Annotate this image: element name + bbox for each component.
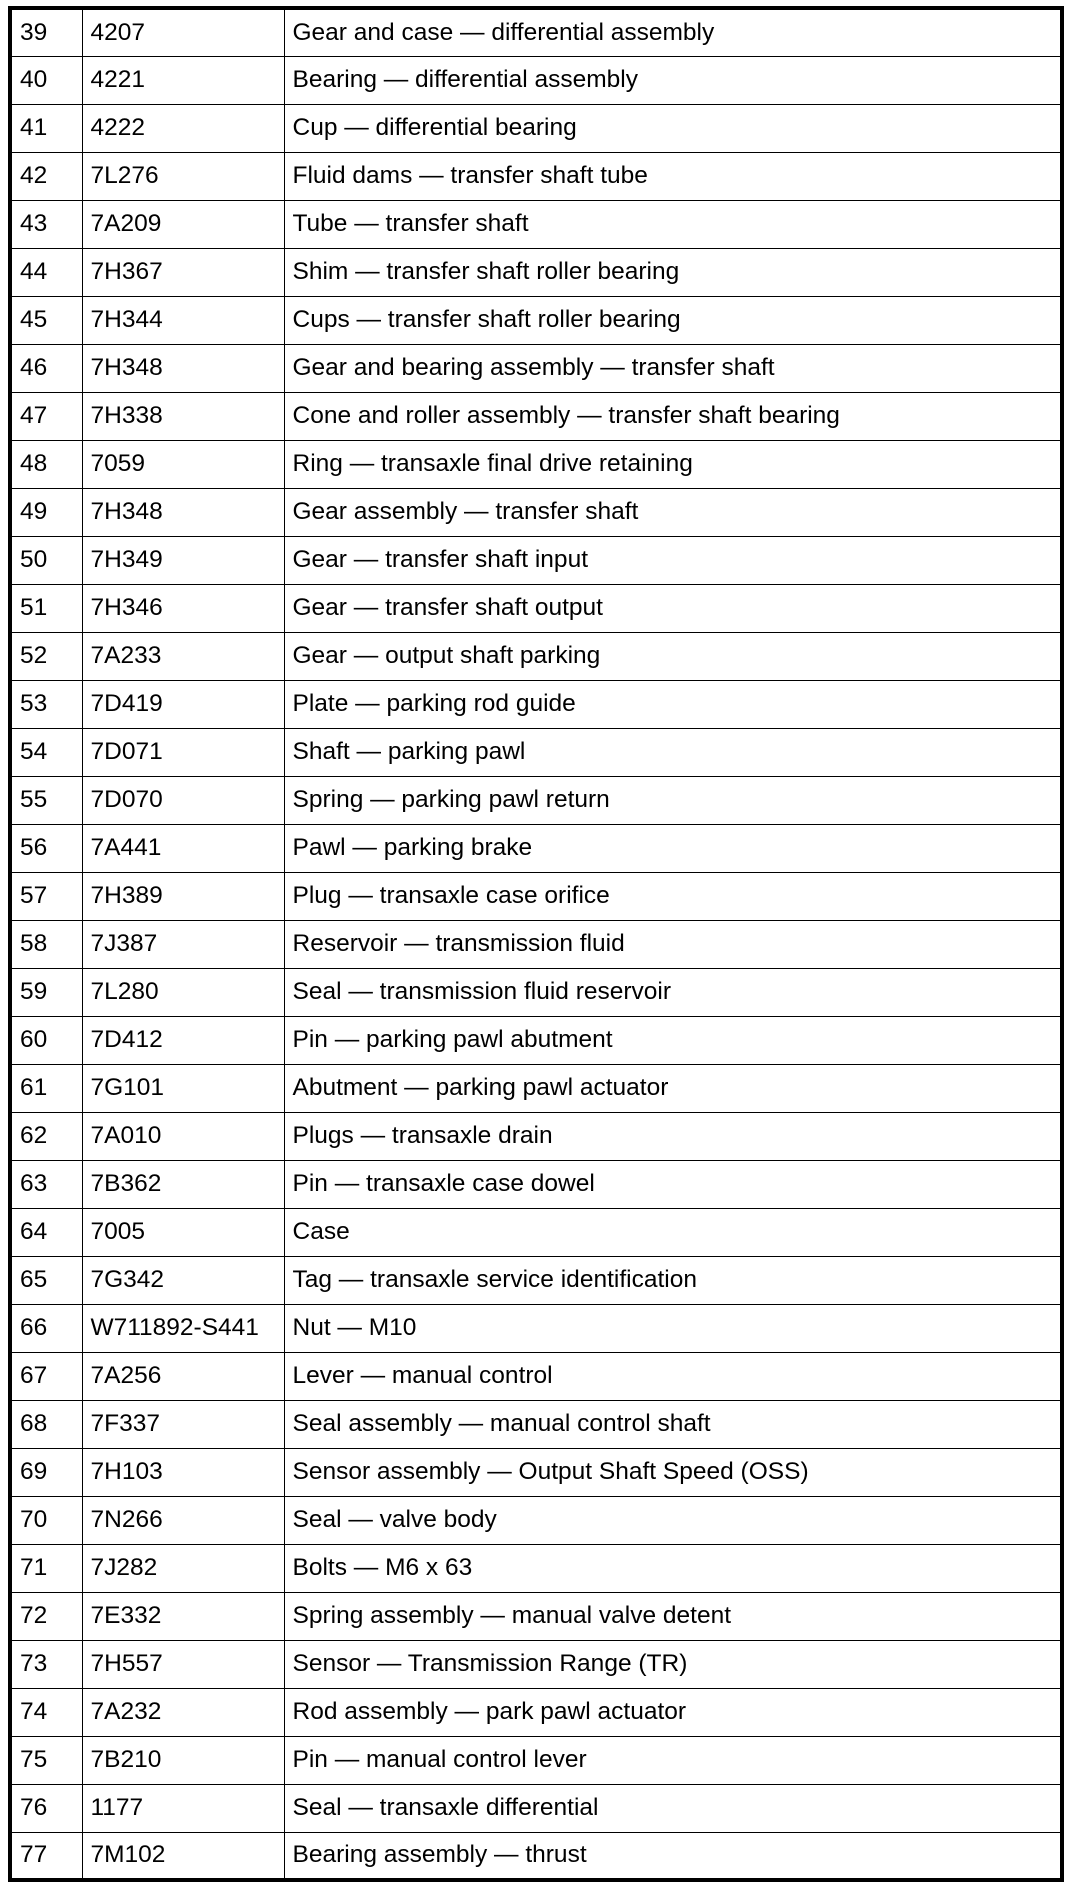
item-number-cell: 42	[10, 152, 82, 200]
description-cell: Rod assembly — park pawl actuator	[284, 1688, 1062, 1736]
part-number-cell: 7H338	[82, 392, 284, 440]
description-cell: Pin — parking pawl abutment	[284, 1016, 1062, 1064]
item-number-cell: 72	[10, 1592, 82, 1640]
description-cell: Reservoir — transmission fluid	[284, 920, 1062, 968]
description-cell: Gear — transfer shaft output	[284, 584, 1062, 632]
part-number-cell: 7B362	[82, 1160, 284, 1208]
part-number-cell: W711892-S441	[82, 1304, 284, 1352]
part-number-cell: 7G101	[82, 1064, 284, 1112]
part-number-cell: 7H348	[82, 488, 284, 536]
description-cell: Shaft — parking pawl	[284, 728, 1062, 776]
part-number-cell: 7A441	[82, 824, 284, 872]
part-number-cell: 7N266	[82, 1496, 284, 1544]
part-number-cell: 7D419	[82, 680, 284, 728]
description-cell: Bearing assembly — thrust	[284, 1832, 1062, 1880]
description-cell: Seal — valve body	[284, 1496, 1062, 1544]
table-row	[10, 1304, 1062, 1352]
part-number-cell: 4222	[82, 104, 284, 152]
part-number-cell: 7H557	[82, 1640, 284, 1688]
description-cell: Shim — transfer shaft roller bearing	[284, 248, 1062, 296]
item-number-cell: 62	[10, 1112, 82, 1160]
part-number-cell: 7H389	[82, 872, 284, 920]
description-cell: Pin — manual control lever	[284, 1736, 1062, 1784]
parts-table-body	[10, 8, 1062, 1880]
item-number-cell: 39	[10, 8, 82, 56]
table-row	[10, 632, 1062, 680]
table-row	[10, 200, 1062, 248]
item-number-cell: 48	[10, 440, 82, 488]
description-cell: Cup — differential bearing	[284, 104, 1062, 152]
item-number-cell: 69	[10, 1448, 82, 1496]
description-cell: Cone and roller assembly — transfer shaft bearing	[284, 392, 1062, 440]
item-number-cell: 63	[10, 1160, 82, 1208]
item-number-cell: 74	[10, 1688, 82, 1736]
item-number-cell: 45	[10, 296, 82, 344]
table-row	[10, 776, 1062, 824]
part-number-cell: 7A209	[82, 200, 284, 248]
description-cell: Spring assembly — manual valve detent	[284, 1592, 1062, 1640]
table-row	[10, 1784, 1062, 1832]
table-row	[10, 1736, 1062, 1784]
item-number-cell: 68	[10, 1400, 82, 1448]
table-row	[10, 1688, 1062, 1736]
item-number-cell: 56	[10, 824, 82, 872]
table-row	[10, 1352, 1062, 1400]
part-number-cell: 7A010	[82, 1112, 284, 1160]
item-number-cell: 64	[10, 1208, 82, 1256]
description-cell: Sensor assembly — Output Shaft Speed (OSS)	[284, 1448, 1062, 1496]
description-cell: Gear and bearing assembly — transfer shaft	[284, 344, 1062, 392]
item-number-cell: 46	[10, 344, 82, 392]
table-row	[10, 920, 1062, 968]
description-cell: Plugs — transaxle drain	[284, 1112, 1062, 1160]
table-row	[10, 1160, 1062, 1208]
item-number-cell: 44	[10, 248, 82, 296]
description-cell: Bearing — differential assembly	[284, 56, 1062, 104]
table-row	[10, 1832, 1062, 1880]
table-row	[10, 1640, 1062, 1688]
item-number-cell: 54	[10, 728, 82, 776]
item-number-cell: 59	[10, 968, 82, 1016]
part-number-cell: 7005	[82, 1208, 284, 1256]
item-number-cell: 65	[10, 1256, 82, 1304]
item-number-cell: 70	[10, 1496, 82, 1544]
item-number-cell: 49	[10, 488, 82, 536]
description-cell: Plug — transaxle case orifice	[284, 872, 1062, 920]
table-row	[10, 728, 1062, 776]
table-row	[10, 8, 1062, 56]
item-number-cell: 50	[10, 536, 82, 584]
item-number-cell: 57	[10, 872, 82, 920]
part-number-cell: 7H367	[82, 248, 284, 296]
table-row	[10, 1400, 1062, 1448]
part-number-cell: 7L276	[82, 152, 284, 200]
table-row	[10, 1112, 1062, 1160]
part-number-cell: 7H344	[82, 296, 284, 344]
part-number-cell: 4221	[82, 56, 284, 104]
item-number-cell: 76	[10, 1784, 82, 1832]
description-cell: Lever — manual control	[284, 1352, 1062, 1400]
description-cell: Plate — parking rod guide	[284, 680, 1062, 728]
part-number-cell: 7H349	[82, 536, 284, 584]
table-row	[10, 1016, 1062, 1064]
item-number-cell: 51	[10, 584, 82, 632]
part-number-cell: 7L280	[82, 968, 284, 1016]
part-number-cell: 7D412	[82, 1016, 284, 1064]
part-number-cell: 7D070	[82, 776, 284, 824]
description-cell: Pawl — parking brake	[284, 824, 1062, 872]
item-number-cell: 60	[10, 1016, 82, 1064]
description-cell: Pin — transaxle case dowel	[284, 1160, 1062, 1208]
part-number-cell: 7A232	[82, 1688, 284, 1736]
table-row	[10, 680, 1062, 728]
part-number-cell: 1177	[82, 1784, 284, 1832]
item-number-cell: 52	[10, 632, 82, 680]
part-number-cell: 7D071	[82, 728, 284, 776]
description-cell: Seal assembly — manual control shaft	[284, 1400, 1062, 1448]
table-row	[10, 1496, 1062, 1544]
part-number-cell: 7059	[82, 440, 284, 488]
table-row	[10, 824, 1062, 872]
item-number-cell: 61	[10, 1064, 82, 1112]
item-number-cell: 43	[10, 200, 82, 248]
description-cell: Tube — transfer shaft	[284, 200, 1062, 248]
item-number-cell: 66	[10, 1304, 82, 1352]
table-row	[10, 584, 1062, 632]
table-row	[10, 1064, 1062, 1112]
table-row	[10, 1544, 1062, 1592]
description-cell: Gear — output shaft parking	[284, 632, 1062, 680]
part-number-cell: 7J387	[82, 920, 284, 968]
item-number-cell: 55	[10, 776, 82, 824]
part-number-cell: 7G342	[82, 1256, 284, 1304]
table-row	[10, 152, 1062, 200]
item-number-cell: 73	[10, 1640, 82, 1688]
part-number-cell: 7A233	[82, 632, 284, 680]
description-cell: Spring — parking pawl return	[284, 776, 1062, 824]
item-number-cell: 47	[10, 392, 82, 440]
table-row	[10, 1256, 1062, 1304]
part-number-cell: 7J282	[82, 1544, 284, 1592]
table-row	[10, 440, 1062, 488]
table-row	[10, 1592, 1062, 1640]
description-cell: Seal — transmission fluid reservoir	[284, 968, 1062, 1016]
table-row	[10, 56, 1062, 104]
description-cell: Sensor — Transmission Range (TR)	[284, 1640, 1062, 1688]
part-number-cell: 7E332	[82, 1592, 284, 1640]
table-row	[10, 104, 1062, 152]
description-cell: Case	[284, 1208, 1062, 1256]
part-number-cell: 4207	[82, 8, 284, 56]
description-cell: Gear and case — differential assembly	[284, 8, 1062, 56]
part-number-cell: 7B210	[82, 1736, 284, 1784]
item-number-cell: 67	[10, 1352, 82, 1400]
table-row	[10, 344, 1062, 392]
description-cell: Nut — M10	[284, 1304, 1062, 1352]
table-row	[10, 296, 1062, 344]
item-number-cell: 40	[10, 56, 82, 104]
description-cell: Gear — transfer shaft input	[284, 536, 1062, 584]
table-row	[10, 968, 1062, 1016]
table-row	[10, 248, 1062, 296]
description-cell: Fluid dams — transfer shaft tube	[284, 152, 1062, 200]
description-cell: Ring — transaxle final drive retaining	[284, 440, 1062, 488]
table-row	[10, 536, 1062, 584]
description-cell: Tag — transaxle service identification	[284, 1256, 1062, 1304]
part-number-cell: 7M102	[82, 1832, 284, 1880]
table-row	[10, 1448, 1062, 1496]
item-number-cell: 58	[10, 920, 82, 968]
item-number-cell: 75	[10, 1736, 82, 1784]
item-number-cell: 53	[10, 680, 82, 728]
part-number-cell: 7H348	[82, 344, 284, 392]
table-row	[10, 872, 1062, 920]
item-number-cell: 71	[10, 1544, 82, 1592]
item-number-cell: 41	[10, 104, 82, 152]
table-row	[10, 488, 1062, 536]
part-number-cell: 7F337	[82, 1400, 284, 1448]
part-number-cell: 7A256	[82, 1352, 284, 1400]
description-cell: Bolts — M6 x 63	[284, 1544, 1062, 1592]
part-number-cell: 7H346	[82, 584, 284, 632]
table-row	[10, 392, 1062, 440]
part-number-cell: 7H103	[82, 1448, 284, 1496]
description-cell: Seal — transaxle differential	[284, 1784, 1062, 1832]
description-cell: Cups — transfer shaft roller bearing	[284, 296, 1062, 344]
table-row	[10, 1208, 1062, 1256]
parts-table	[8, 6, 1064, 1882]
description-cell: Abutment — parking pawl actuator	[284, 1064, 1062, 1112]
item-number-cell: 77	[10, 1832, 82, 1880]
description-cell: Gear assembly — transfer shaft	[284, 488, 1062, 536]
